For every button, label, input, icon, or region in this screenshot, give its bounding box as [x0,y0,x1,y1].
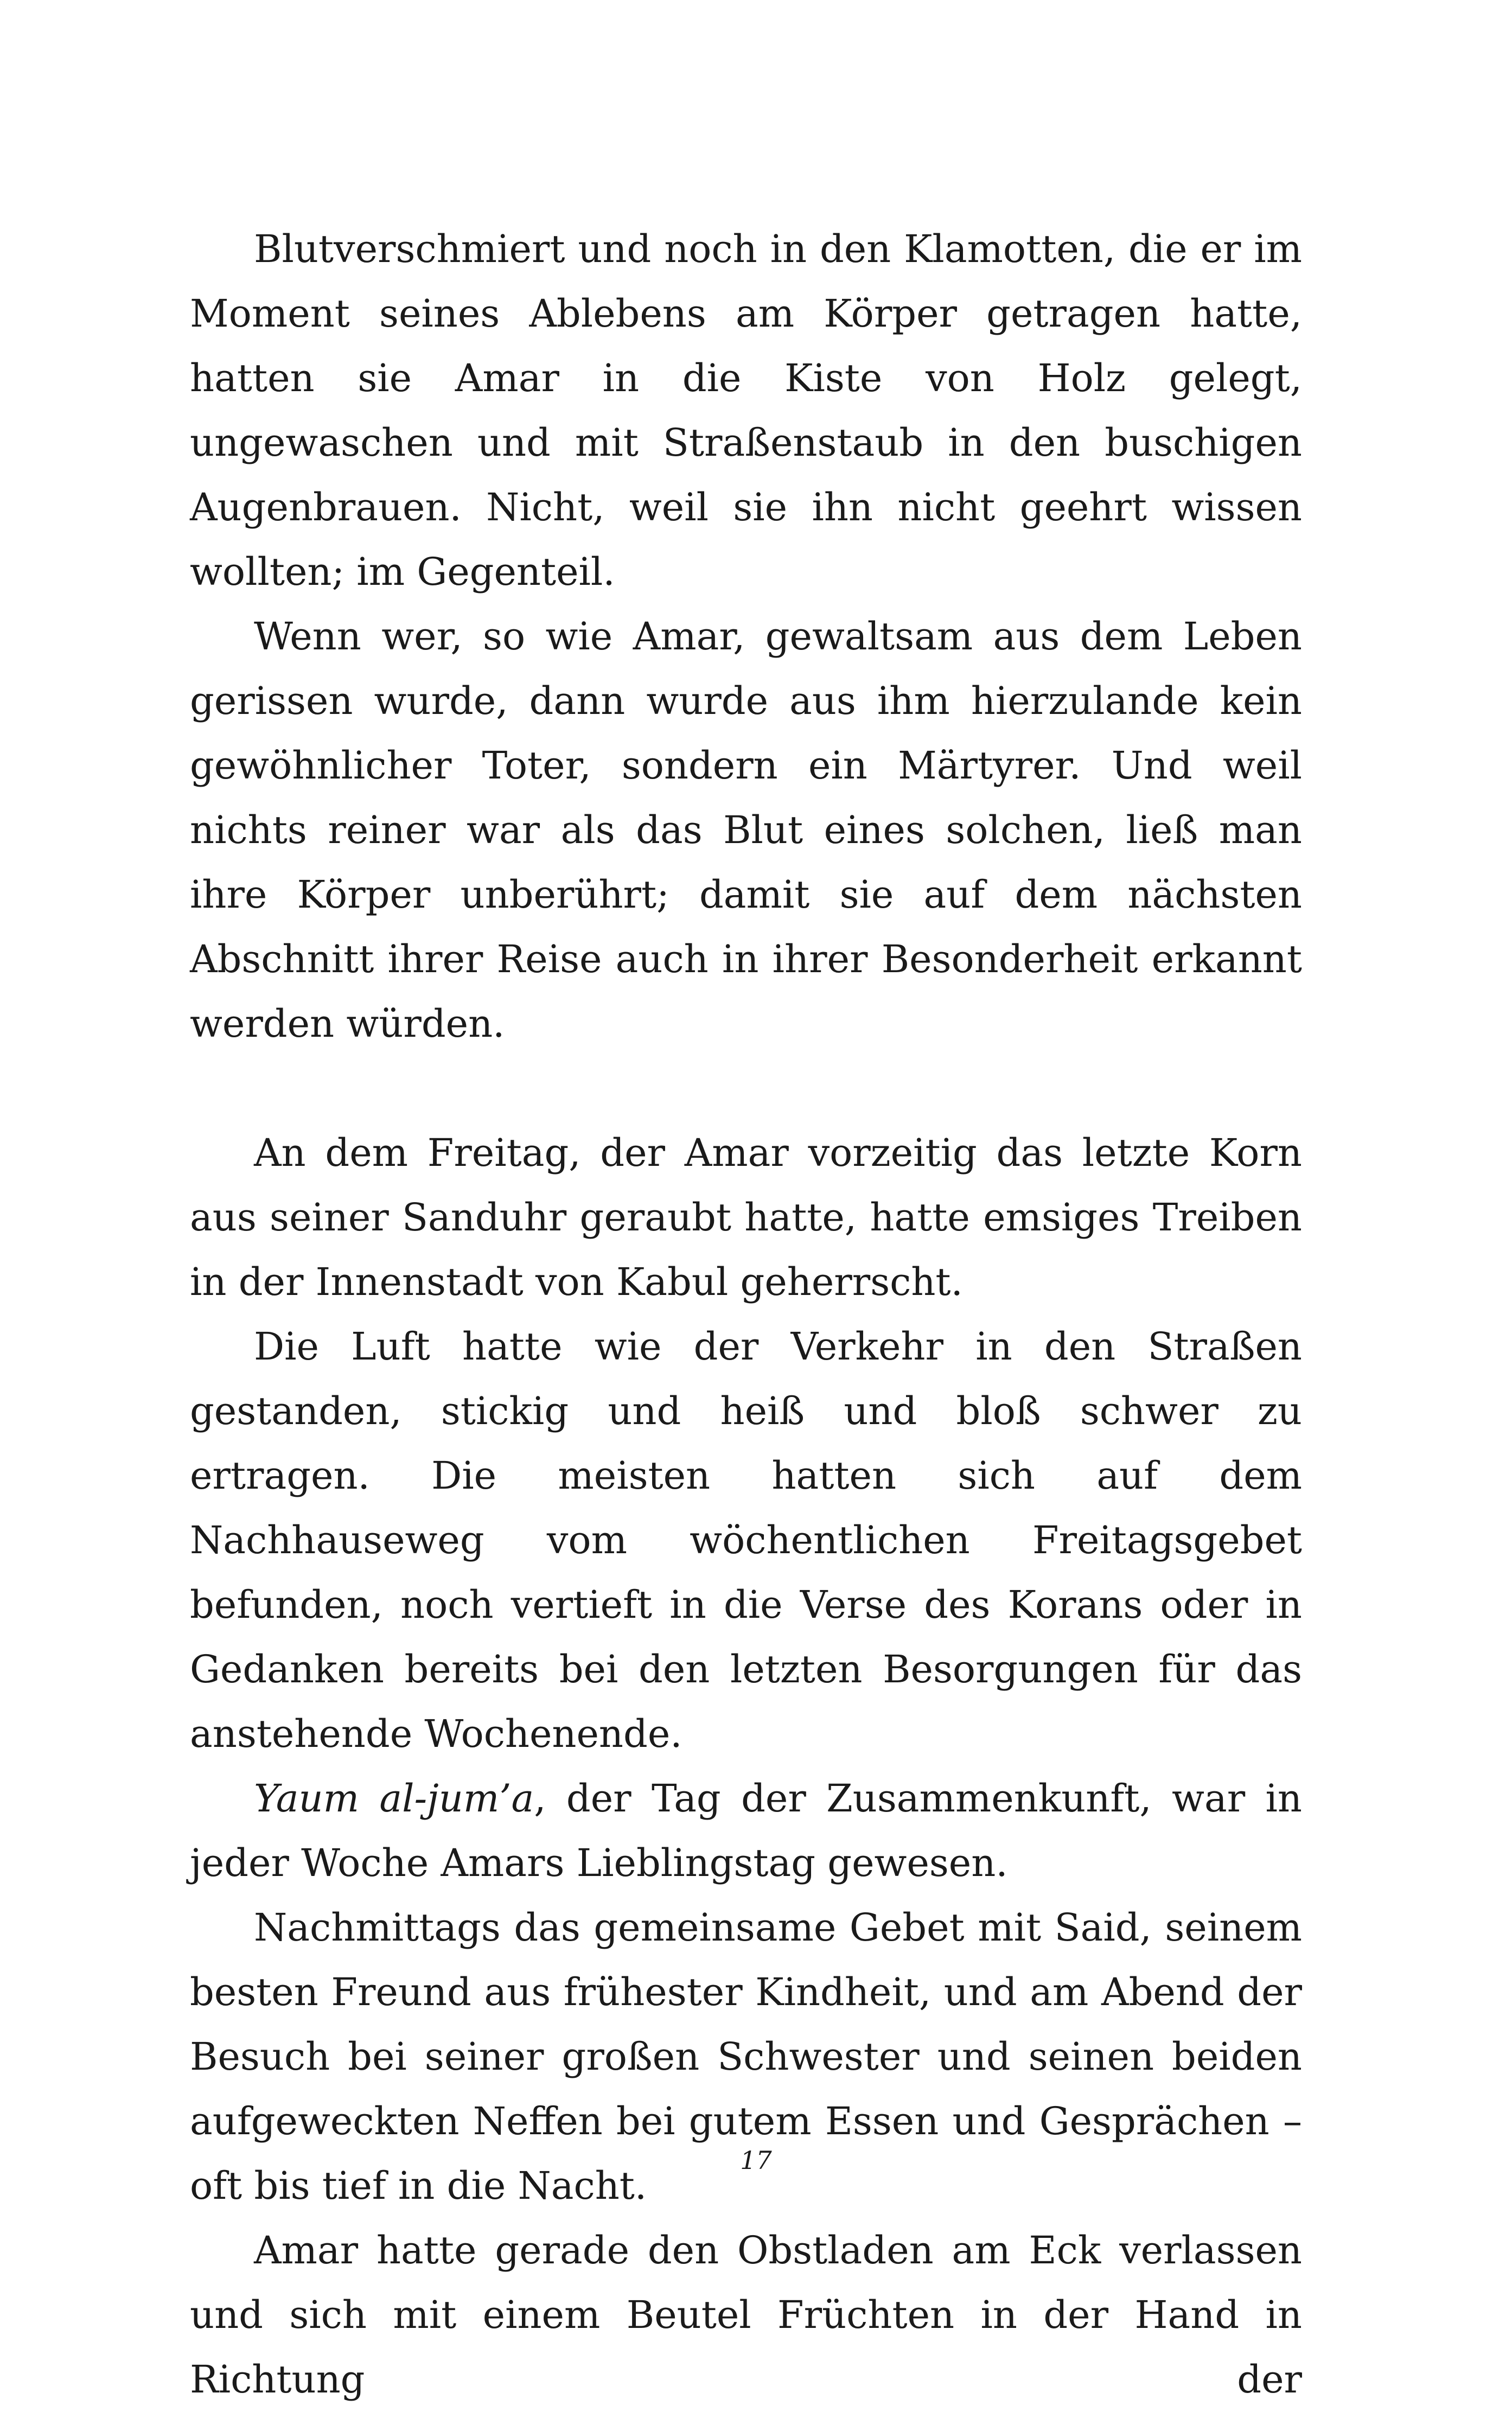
paragraph-7: Amar hatte gerade den Obstladen am Eck verlassen und sich mit einem Beutel Früchten in der Hand in Richtung der [190,2228,1302,2402]
section-break [190,1056,1302,1121]
paragraph-6: Nachmittags das gemeinsame Gebet mit Said, seinem besten Freund aus frühester Kindheit, und am Abend der Besuch bei seiner großen Schwester und seinen beiden aufgeweckten Neffen bei gutem Essen und Gesprächen – oft bis tief in die Nacht. [190,1905,1302,2208]
paragraph-2: Wenn wer, so wie Amar, gewaltsam aus dem Leben gerissen wurde, dann wurde aus ihm hierzulande kein gewöhnlicher Toter, sondern ein Märtyrer. Und weil nichts reiner war als das Blut eines solchen, ließ man ihre Körper unberührt; damit sie auf dem nächsten Abschnitt ihrer Reise auch in ihrer Besonderheit erkannt werden würden. [190,614,1302,1046]
paragraph-5 [190,1766,1302,1896]
paragraph-1: Blutverschmiert und noch in den Klamotten, die er im Moment seines Ablebens am Körper getragen hatte, hatten sie Amar in die Kiste von Holz gelegt, ungewaschen und mit Straßenstaub in den buschigen Augenbrauen. Nicht, weil sie ihn nicht geehrt wissen wollten; im Gegenteil. [190,227,1302,594]
paragraph-3: An dem Freitag, der Amar vorzeitig das letzte Korn aus seiner Sanduhr geraubt hatte, hatte emsiges Treiben in der Innenstadt von Kabul geherrscht. [190,1131,1302,1304]
paragraph-5-text: , der Tag der Zusammenkunft, war in jeder Woche Amars Lieblingstag gewesen. [190,1776,1302,1885]
page-number: 17 [740,2146,772,2175]
book-page [190,217,1302,2412]
arabic-term: Yaum al-jum’a [254,1776,534,1821]
paragraph-4: Die Luft hatte wie der Verkehr in den Straßen gestanden, stickig und heiß und bloß schwer zu ertragen. Die meisten hatten sich auf dem Nachhauseweg vom wöchentlichen Freitagsgebet befunden, noch vertieft in die Verse des Korans oder in Gedanken bereits bei den letzten Besorgungen für das anstehende Wochenende. [190,1324,1302,1756]
